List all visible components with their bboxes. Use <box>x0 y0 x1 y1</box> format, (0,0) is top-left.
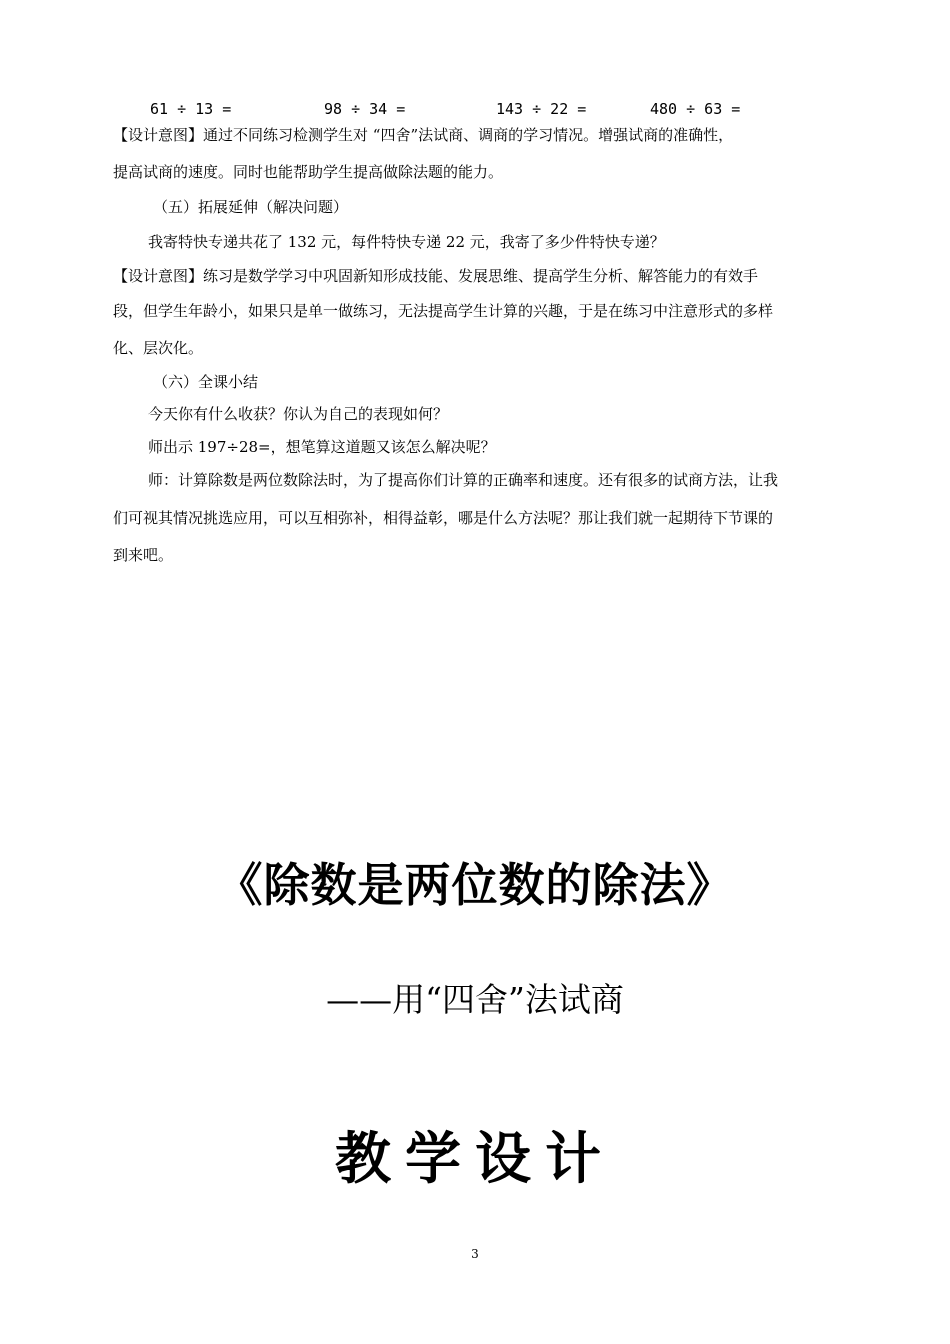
body-text-line: 段，但学生年龄小，如果只是单一做练习，无法提高学生计算的兴趣，于是在练习中注意形式的多样 <box>113 302 774 320</box>
body-text-line: 师：计算除数是两位数除法时，为了提高你们计算的正确率和速度。还有很多的试商方法，让我 <box>148 471 779 489</box>
lesson-subtitle: ——用“四舍”法试商 <box>326 980 624 1019</box>
section-heading: （五）拓展延伸（解决问题） <box>153 198 349 216</box>
body-text-line: 们可视其情况挑选应用，可以互相弥补，相得益彰，哪是什么方法呢？那让我们就一起期待下节课的 <box>113 509 774 527</box>
design-intent-paragraph: 【设计意图】练习是数学学习中巩固新知形成技能、发展思维、提高学生分析、解答能力的有效手 <box>113 267 759 285</box>
lesson-title: 《除数是两位数的除法》 <box>216 858 734 912</box>
body-text-line: 提高试商的速度。同时也能帮助学生提高做除法题的能力。 <box>113 163 504 181</box>
page-number: 3 <box>471 1247 479 1261</box>
exercise-item: 480 ÷ 63 = <box>650 100 741 118</box>
exercise-item: 143 ÷ 22 = <box>496 100 587 118</box>
body-text-line: 今天你有什么收获？你认为自己的表现如何？ <box>148 405 449 423</box>
teaching-design-heading: 教学设计 <box>335 1126 615 1192</box>
design-intent-paragraph: 【设计意图】通过不同练习检测学生对 “四舍”法试商、调商的学习情况。增强试商的准确性， <box>113 126 734 144</box>
body-text-line: 师出示 197÷28=，想笔算这道题又该怎么解决呢？ <box>148 438 496 456</box>
exercise-item: 61 ÷ 13 = <box>150 100 232 118</box>
section-heading: （六）全课小结 <box>153 373 259 391</box>
body-text-line: 化、层次化。 <box>113 339 204 357</box>
problem-text: 我寄特快专递共花了 132 元，每件特快专递 22 元，我寄了多少件特快专递？ <box>148 233 665 251</box>
exercise-row <box>0 100 950 120</box>
exercise-item: 98 ÷ 34 = <box>324 100 406 118</box>
body-text-line: 到来吧。 <box>113 546 174 564</box>
